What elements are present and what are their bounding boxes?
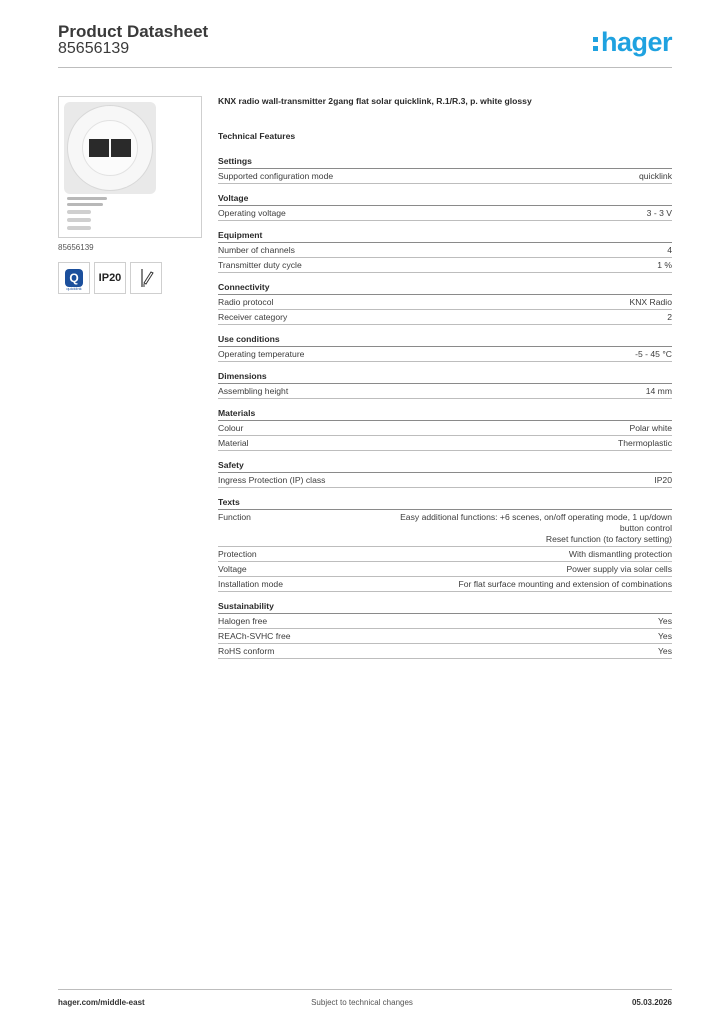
spec-row — [218, 295, 672, 310]
spec-value — [267, 549, 672, 560]
product-number: 85656139 — [58, 40, 130, 57]
dowel-accessory — [67, 210, 91, 214]
dowel-accessory — [67, 218, 91, 222]
section-title: Materials — [218, 408, 256, 418]
spec-row — [218, 384, 672, 399]
spec-value-line: Thermoplastic — [618, 438, 672, 448]
spec-section — [218, 497, 672, 592]
dowel-accessory — [67, 226, 91, 230]
hager-logo[interactable] — [593, 28, 672, 56]
spec-row — [218, 436, 672, 451]
spec-value-line: For flat surface mounting and extension of combinations — [458, 579, 672, 589]
spec-row — [218, 347, 672, 362]
spec-value-line: button control — [619, 523, 672, 533]
spec-value-line: Power supply via solar cells — [566, 564, 672, 574]
spec-label: Receiver category — [218, 312, 288, 322]
spec-label: Material — [218, 438, 249, 448]
spec-value-line: IP20 — [654, 475, 672, 485]
spec-value-line: Yes — [657, 616, 672, 626]
spec-label: Radio protocol — [218, 297, 274, 307]
spec-value — [253, 423, 672, 434]
footer-divider — [58, 989, 672, 990]
ip20-icon: IP20 — [94, 262, 126, 294]
spec-section — [218, 460, 672, 488]
section-title: Safety — [218, 460, 244, 470]
solar-cell-left — [89, 139, 109, 157]
spec-row — [218, 629, 672, 644]
spec-value — [261, 512, 672, 545]
spec-value — [283, 297, 672, 308]
spec-label: RoHS conform — [218, 646, 275, 656]
spec-section — [218, 193, 672, 221]
spec-label: Halogen free — [218, 616, 268, 626]
spec-value-line: 3 - 3 V — [646, 208, 672, 218]
footer-website[interactable]: hager.com/middle-east — [58, 998, 145, 1007]
spec-label: Voltage — [218, 564, 247, 574]
screw-accessory — [67, 203, 103, 206]
spec-value-line: quicklink — [639, 171, 672, 181]
spec-row — [218, 577, 672, 592]
spec-table — [218, 156, 672, 668]
flat-mount-icon — [130, 262, 162, 294]
spec-value — [297, 312, 672, 323]
image-caption: 85656139 — [58, 243, 94, 252]
spec-value-line: 4 — [667, 245, 672, 255]
spec-value — [284, 646, 672, 657]
logo-text: hager — [600, 27, 672, 57]
spec-value — [335, 475, 672, 486]
spec-label: Function — [218, 512, 251, 522]
spec-row — [218, 562, 672, 577]
spec-value — [277, 616, 672, 627]
spec-label: REACh-SVHC free — [218, 631, 291, 641]
spec-section — [218, 601, 672, 659]
spec-label: Ingress Protection (IP) class — [218, 475, 326, 485]
spec-label: Supported configuration mode — [218, 171, 334, 181]
spec-row — [218, 473, 672, 488]
spec-value — [293, 579, 672, 590]
spec-value-line: 14 mm — [645, 386, 672, 396]
quality-seal-icon: Q quicklink — [58, 262, 90, 294]
spec-section — [218, 334, 672, 362]
spec-row — [218, 169, 672, 184]
spec-value-line: With dismantling protection — [568, 549, 672, 559]
spec-label: Installation mode — [218, 579, 283, 589]
section-title: Voltage — [218, 193, 249, 203]
spec-row — [218, 510, 672, 547]
spec-value-line: 1 % — [657, 260, 672, 270]
spec-value — [312, 260, 672, 271]
spec-section — [218, 230, 672, 273]
spec-value-line: Reset function (to factory setting) — [545, 534, 672, 544]
product-image — [58, 96, 202, 238]
page-title: Product Datasheet — [58, 22, 209, 41]
screw-accessory — [67, 197, 107, 200]
section-title: Dimensions — [218, 371, 267, 381]
spec-row — [218, 206, 672, 221]
spec-row — [218, 421, 672, 436]
spec-row — [218, 310, 672, 325]
footer-date: 05.03.2026 — [631, 998, 672, 1007]
header-divider — [58, 67, 672, 68]
spec-row — [218, 243, 672, 258]
spec-label: Colour — [218, 423, 244, 433]
section-title: Texts — [218, 497, 240, 507]
logo-dots-icon — [593, 37, 598, 51]
spec-value-line: -5 - 45 °C — [635, 349, 672, 359]
spec-value — [343, 171, 672, 182]
spec-value-line: Polar white — [629, 423, 672, 433]
spec-value-line: Easy additional functions: +6 scenes, on/off operating mode, 1 up/down — [400, 512, 672, 522]
section-title: Settings — [218, 156, 252, 166]
section-title: Sustainability — [218, 601, 274, 611]
spec-row — [218, 547, 672, 562]
spec-section — [218, 156, 672, 184]
spec-label: Protection — [218, 549, 257, 559]
spec-value — [305, 245, 672, 256]
footer-notice: Subject to technical changes — [311, 998, 413, 1007]
spec-value-line: 2 — [667, 312, 672, 322]
spec-value — [298, 386, 672, 397]
wall-transmitter-plate — [64, 102, 156, 194]
solar-cell-right — [111, 139, 131, 157]
spec-label: Operating temperature — [218, 349, 305, 359]
spec-value — [257, 564, 672, 575]
spec-row — [218, 258, 672, 273]
spec-label: Transmitter duty cycle — [218, 260, 302, 270]
spec-section — [218, 408, 672, 451]
spec-label: Assembling height — [218, 386, 289, 396]
spec-value-line: Yes — [657, 646, 672, 656]
product-description: KNX radio wall-transmitter 2gang flat solar quicklink, R.1/R.3, p. white glossy — [218, 96, 532, 106]
spec-label: Number of channels — [218, 245, 295, 255]
spec-row — [218, 614, 672, 629]
spec-value — [314, 349, 672, 360]
spec-row — [218, 644, 672, 659]
technical-features-heading: Technical Features — [218, 131, 296, 141]
section-title: Use conditions — [218, 334, 280, 344]
spec-section — [218, 371, 672, 399]
spec-value — [296, 208, 672, 219]
spec-value — [301, 631, 672, 642]
spec-value-line: KNX Radio — [629, 297, 672, 307]
spec-value — [259, 438, 672, 449]
section-title: Connectivity — [218, 282, 270, 292]
spec-section — [218, 282, 672, 325]
section-title: Equipment — [218, 230, 263, 240]
spec-label: Operating voltage — [218, 208, 286, 218]
spec-value-line: Yes — [657, 631, 672, 641]
